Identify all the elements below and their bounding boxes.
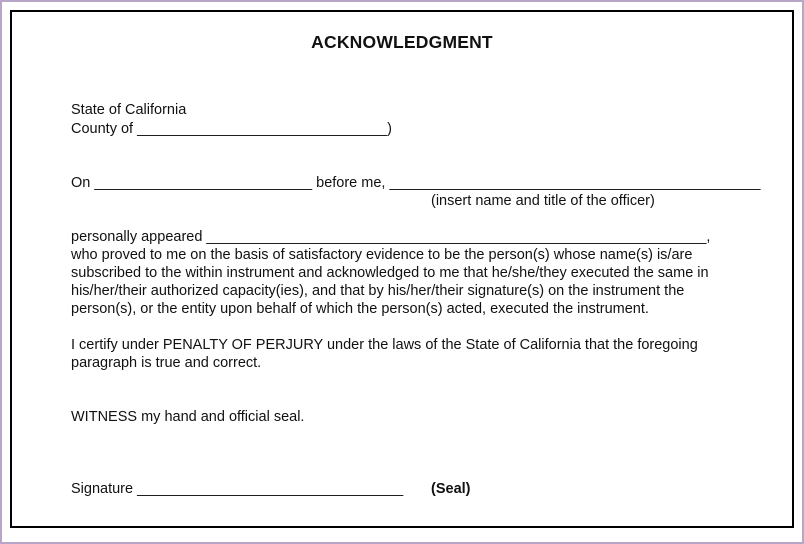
perjury-paragraph: I certify under PENALTY OF PERJURY under the laws of the State of California that the foregoing paragraph is true and correct.	[71, 337, 698, 371]
evidence-paragraph: who proved to me on the basis of satisfactory evidence to be the person(s) whose name(s) is/are subscribed to the within instrument and acknowledged to me that he/she/they executed the same in his/her/their authorized capacity(ies), and that by his/her/their signature(s) on the instrument the person(s), or the entity upon behalf of which the person(s) acted, executed the instrument.	[71, 247, 709, 317]
county-line: County of _______________________________)	[71, 121, 392, 137]
seal-label: (Seal)	[431, 481, 471, 497]
date-officer-line: On ___________________________ before me, ______________________________________________	[71, 175, 761, 191]
state-line: State of California	[71, 102, 187, 118]
signature-line: Signature _________________________________	[71, 481, 404, 497]
appeared-line: personally appeared ______________________________________________________________,	[71, 229, 711, 245]
document-title: ACKNOWLEDGMENT	[311, 32, 493, 52]
witness-line: WITNESS my hand and official seal.	[71, 409, 305, 425]
officer-hint: (insert name and title of the officer)	[431, 193, 655, 209]
acknowledgment-form	[10, 10, 794, 528]
